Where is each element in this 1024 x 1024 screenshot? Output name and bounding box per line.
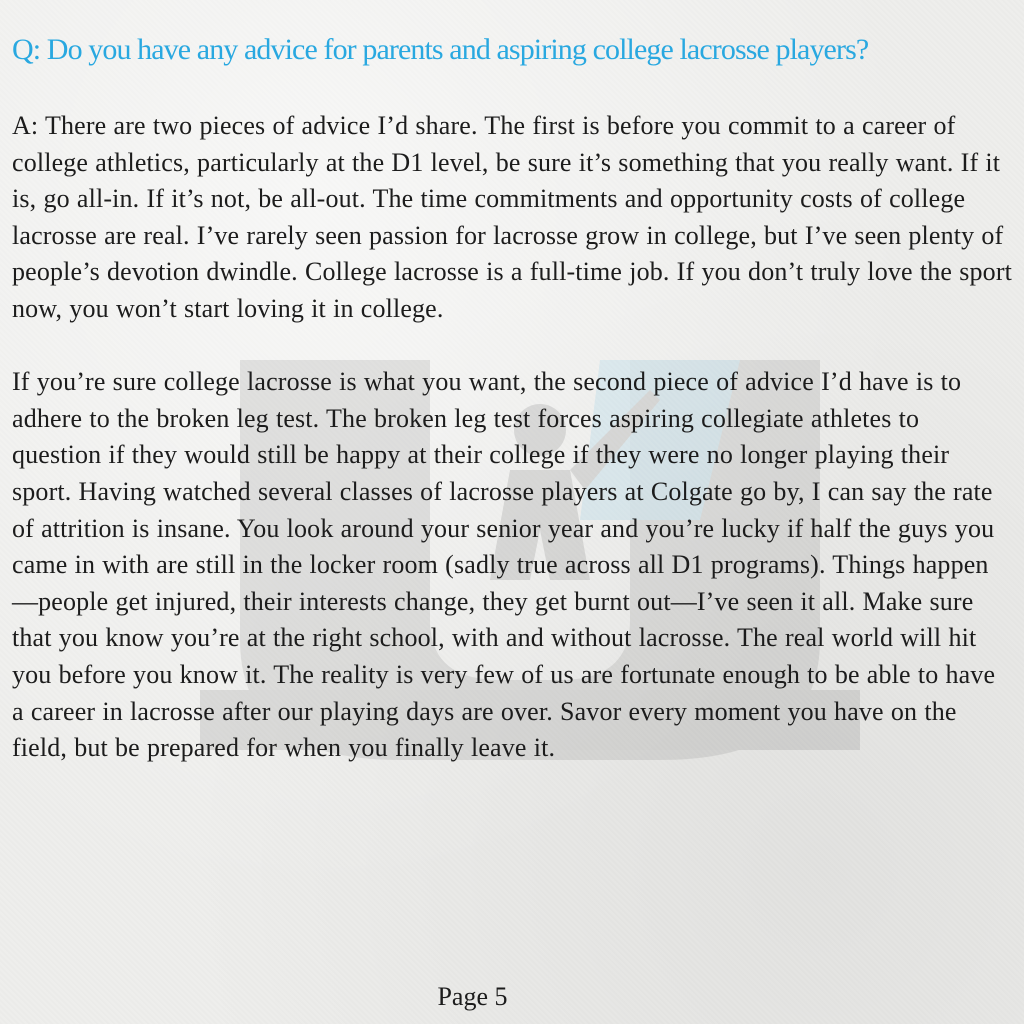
answer-paragraph-1: A: There are two pieces of advice I’d share. The first is before you commit to a career of college athletics, particularly at the D1 level, be sure it’s something that you really want. If it is, go all-in. If it’s not, be all-out. The time commitments and opportunity costs of college lacrosse are real. I’ve rarely seen passion for lacrosse grow in college, but I’ve seen plenty of people’s devotion dwindle. College lacrosse is a full-time job. If you don’t truly love the sport now, you won’t start loving it in college. (12, 111, 1012, 323)
question-heading: Q: Do you have any advice for parents and aspiring college lacrosse players? (12, 33, 869, 66)
answer-text (12, 108, 1012, 803)
page-number: Page 5 (437, 982, 508, 1011)
answer-paragraph-2: If you’re sure college lacrosse is what you want, the second piece of advice I’d have is to adhere to the broken leg test. The broken leg test forces aspiring collegiate athletes to question if they would still be happy at their college if they were no longer playing their sport. Having watched several classes of lacrosse players at Colgate go by, I can say the rate of attrition is insane. You look around your senior year and you’re lucky if half the guys you came in with are still in the locker room (sadly true across all D1 programs). Things happen—people get injured, their interests change, they get burnt out—I’ve seen it all. Make sure that you know you’re at the right school, with and without lacrosse. The real world will hit you before you know it. The reality is very few of us are fortunate enough to be able to have a career in lacrosse after our playing days are over. Savor every moment you have on the field, but be prepared for when you finally leave it. (12, 367, 996, 763)
